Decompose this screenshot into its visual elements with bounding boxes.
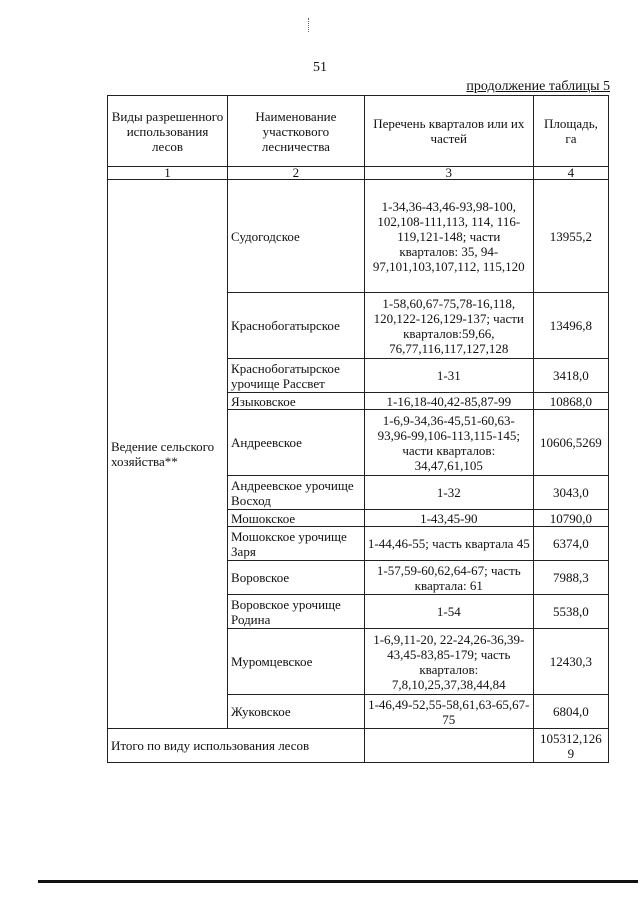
area-cell: 5538,0	[533, 595, 608, 629]
header-area: Площадь, га	[533, 96, 608, 167]
forestry-name-cell: Мошокское урочище Заря	[228, 527, 365, 561]
column-number: 4	[533, 167, 608, 180]
quarters-cell: 1-46,49-52,55-58,61,63-65,67-75	[364, 695, 533, 729]
forestry-name-cell: Мошокское	[228, 510, 365, 527]
area-cell: 6804,0	[533, 695, 608, 729]
area-cell: 13496,8	[533, 293, 608, 359]
quarters-cell: 1-57,59-60,62,64-67; часть квартала: 61	[364, 561, 533, 595]
table-row	[108, 180, 609, 293]
table-continuation-label: продолжение таблицы 5	[466, 79, 610, 94]
area-cell: 10606,5269	[533, 410, 608, 476]
forestry-name-cell: Языковское	[228, 393, 365, 410]
forestry-name-cell: Краснобогатырское урочище Рассвет	[228, 359, 365, 393]
forestry-name-cell: Судогодское	[228, 180, 365, 293]
quarters-cell: 1-34,36-43,46-93,98-100, 102,108-111,113, 114, 116-119,121-148; части кварталов: 35, 94-97,101,103,107,112, 115,120	[364, 180, 533, 293]
forestry-name-cell: Андреевское урочище Восход	[228, 476, 365, 510]
table-header-row	[108, 96, 609, 167]
area-cell: 10868,0	[533, 393, 608, 410]
header-quarters-list: Перечень кварталов или их частей	[364, 96, 533, 167]
total-area: 105312,1269	[533, 729, 608, 763]
area-cell: 3418,0	[533, 359, 608, 393]
forestry-name-cell: Воровское	[228, 561, 365, 595]
column-number: 1	[108, 167, 228, 180]
column-number-row	[108, 167, 609, 180]
area-cell: 10790,0	[533, 510, 608, 527]
forestry-name-cell: Краснобогатырское	[228, 293, 365, 359]
area-cell: 6374,0	[533, 527, 608, 561]
page-bottom-rule	[38, 880, 638, 883]
page-number: 51	[313, 60, 327, 75]
total-label: Итого по виду использования лесов	[108, 729, 365, 763]
forestry-name-cell: Муромцевское	[228, 629, 365, 695]
area-cell: 12430,3	[533, 629, 608, 695]
column-number: 2	[228, 167, 365, 180]
area-cell: 7988,3	[533, 561, 608, 595]
forestry-name-cell: Жуковское	[228, 695, 365, 729]
forestry-name-cell: Андреевское	[228, 410, 365, 476]
forest-usage-table	[107, 95, 609, 763]
total-row	[108, 729, 609, 763]
usage-type-cell: Ведение сельского хозяйства**	[108, 180, 228, 729]
quarters-cell: 1-6,9,11-20, 22-24,26-36,39-43,45-83,85-179; часть кварталов: 7,8,10,25,37,38,44,84	[364, 629, 533, 695]
area-cell: 3043,0	[533, 476, 608, 510]
page-top-mark	[308, 18, 311, 32]
forestry-name-cell: Воровское урочище Родина	[228, 595, 365, 629]
quarters-cell: 1-54	[364, 595, 533, 629]
quarters-cell: 1-16,18-40,42-85,87-99	[364, 393, 533, 410]
header-usage-type: Виды разрешенного использования лесов	[108, 96, 228, 167]
quarters-cell: 1-43,45-90	[364, 510, 533, 527]
quarters-cell: 1-31	[364, 359, 533, 393]
quarters-cell: 1-58,60,67-75,78-16,118, 120,122-126,129-137; части кварталов:59,66, 76,77,116,117,127,128	[364, 293, 533, 359]
column-number: 3	[364, 167, 533, 180]
quarters-cell: 1-6,9-34,36-45,51-60,63-93,96-99,106-113,115-145; части кварталов: 34,47,61,105	[364, 410, 533, 476]
total-empty-cell	[364, 729, 533, 763]
quarters-cell: 1-32	[364, 476, 533, 510]
area-cell: 13955,2	[533, 180, 608, 293]
quarters-cell: 1-44,46-55; часть квартала 45	[364, 527, 533, 561]
header-forestry-name: Наименование участкового лесничества	[228, 96, 365, 167]
